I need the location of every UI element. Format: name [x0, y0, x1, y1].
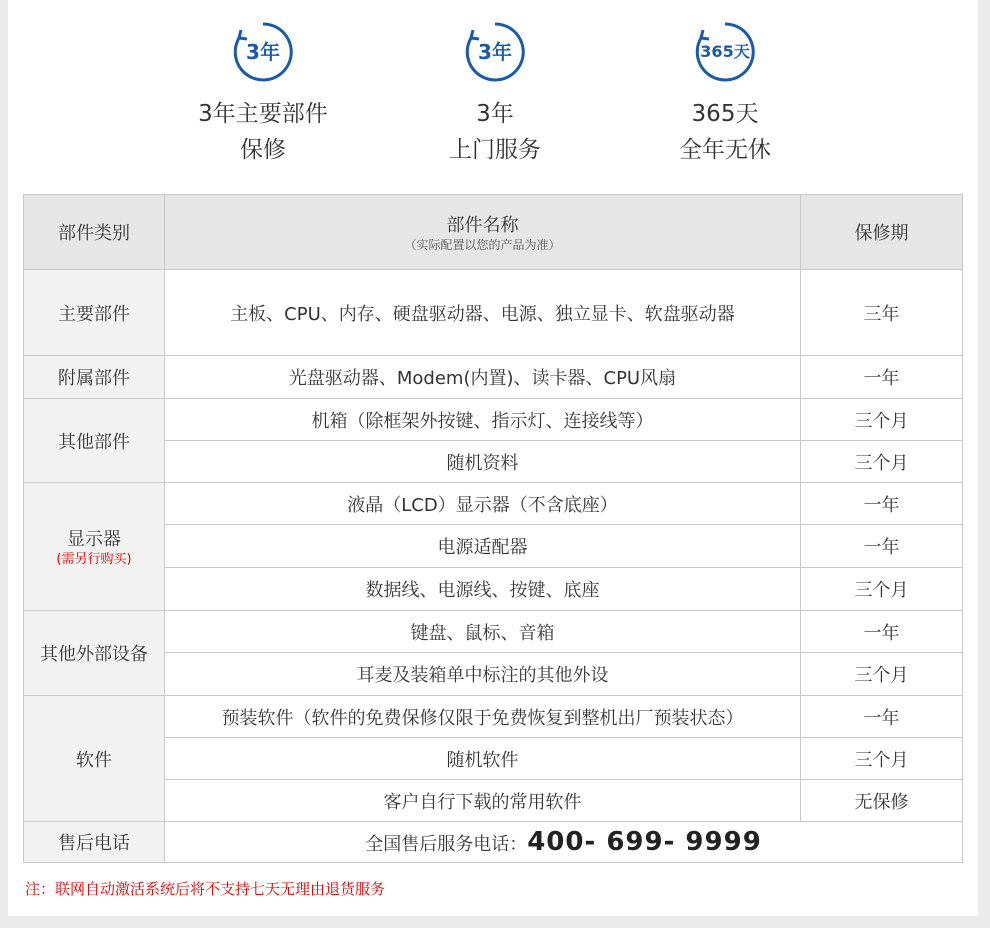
service-badges — [0, 0, 990, 190]
hotline-cell — [165, 822, 963, 863]
period-cell: 一年 — [801, 483, 963, 525]
period-cell: 三年 — [801, 270, 963, 356]
table-row — [24, 568, 963, 611]
table-row — [24, 696, 963, 738]
part-name-cell: 键盘、鼠标、音箱 — [165, 611, 801, 653]
period-cell: 三个月 — [801, 738, 963, 780]
period-cell: 一年 — [801, 525, 963, 568]
header-category: 部件类别 — [24, 195, 165, 270]
header-period: 保修期 — [801, 195, 963, 270]
badge-line1: 3年 — [476, 101, 514, 127]
hotline-row — [24, 822, 963, 863]
part-name-cell: 主板、CPU、内存、硬盘驱动器、电源、独立显卡、软盘驱动器 — [165, 270, 801, 356]
badge-line1: 365天 — [691, 101, 759, 127]
category-label: 显示器 — [67, 528, 121, 550]
table-header-row — [24, 195, 963, 270]
warranty-table — [23, 194, 963, 863]
table-row — [24, 611, 963, 653]
365-days-icon — [693, 20, 757, 84]
badge-icon-text: 365天 — [700, 42, 750, 61]
part-name-cell: 机箱（除框架外按键、指示灯、连接线等） — [165, 399, 801, 441]
period-cell: 一年 — [801, 696, 963, 738]
part-name-cell: 电源适配器 — [165, 525, 801, 568]
hotline-number: 400- 699- 9999 — [527, 827, 762, 857]
purchase-separately-note: (需另行购买) — [56, 551, 132, 567]
header-name-subtitle: （实际配置以您的产品为准） — [404, 238, 561, 252]
period-cell: 一年 — [801, 356, 963, 399]
badge-3yr-parts — [163, 20, 363, 168]
category-cell: 附属部件 — [24, 356, 165, 399]
category-cell: 其他部件 — [24, 399, 165, 483]
category-cell: 主要部件 — [24, 270, 165, 356]
part-name-cell: 随机软件 — [165, 738, 801, 780]
category-cell: 软件 — [24, 696, 165, 822]
table-row — [24, 653, 963, 696]
badge-3yr-onsite — [395, 20, 595, 168]
part-name-cell: 光盘驱动器、Modem(内置)、读卡器、CPU风扇 — [165, 356, 801, 399]
period-cell: 三个月 — [801, 653, 963, 696]
table-row — [24, 483, 963, 525]
part-name-cell: 液晶（LCD）显示器（不含底座） — [165, 483, 801, 525]
badge-line1: 3年主要部件 — [198, 101, 328, 127]
3-year-icon — [463, 20, 527, 84]
part-name-cell: 随机资料 — [165, 441, 801, 483]
category-cell: 其他外部设备 — [24, 611, 165, 696]
badge-line2: 全年无休 — [679, 137, 771, 163]
table-row — [24, 738, 963, 780]
part-name-cell: 客户自行下载的常用软件 — [165, 780, 801, 822]
part-name-cell: 预装软件（软件的免费保修仅限于免费恢复到整机出厂预装状态） — [165, 696, 801, 738]
period-cell: 三个月 — [801, 568, 963, 611]
footer-note: 注：联网自动激活系统后将不支持七天无理由退货服务 — [25, 880, 386, 898]
header-name-title: 部件名称 — [446, 215, 519, 236]
period-cell: 一年 — [801, 611, 963, 653]
category-cell: 售后电话 — [24, 822, 165, 863]
part-name-cell: 耳麦及装箱单中标注的其他外设 — [165, 653, 801, 696]
badge-icon-text: 3年 — [246, 40, 280, 64]
hotline-label: 全国售后服务电话： — [365, 834, 528, 855]
table-row — [24, 270, 963, 356]
period-cell: 无保修 — [801, 780, 963, 822]
badge-line2: 上门服务 — [449, 137, 541, 163]
header-name — [165, 195, 801, 270]
table-row — [24, 399, 963, 441]
part-name-cell: 数据线、电源线、按键、底座 — [165, 568, 801, 611]
badge-line2: 保修 — [240, 137, 286, 163]
table-row — [24, 780, 963, 822]
table-row — [24, 441, 963, 483]
period-cell: 三个月 — [801, 441, 963, 483]
category-cell — [24, 483, 165, 611]
period-cell: 三个月 — [801, 399, 963, 441]
badge-365-days — [625, 20, 825, 168]
table-row — [24, 525, 963, 568]
badge-icon-text: 3年 — [478, 40, 512, 64]
table-row — [24, 356, 963, 399]
3-year-icon — [231, 20, 295, 84]
